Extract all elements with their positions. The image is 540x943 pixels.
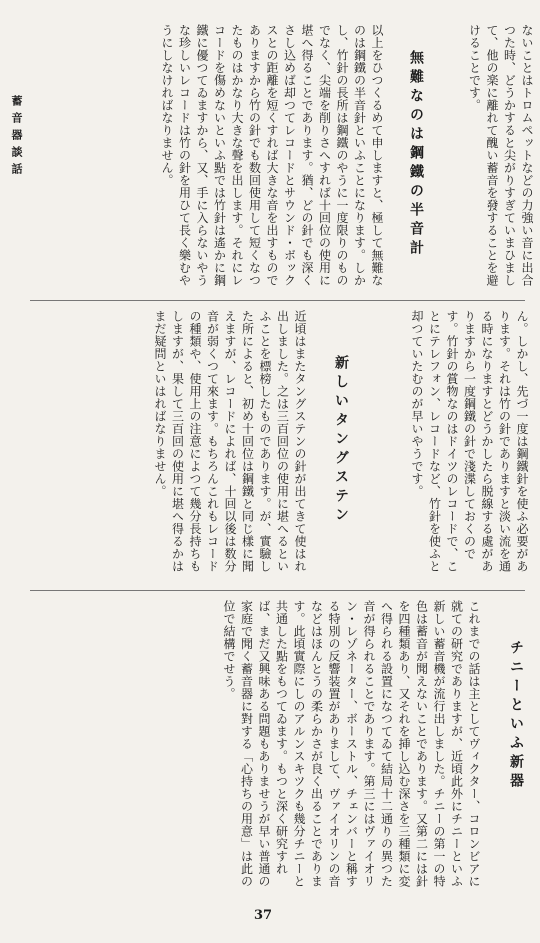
page-number: 37	[254, 908, 273, 923]
top-lead-paragraph: ないことはトロムペットなどの力強い音に出合つた時、どうかすると尖がりすぎていまひまして、他の楽に離れて醜い蓄音を發することを避けることです。	[467, 24, 534, 287]
middle-section-heading: 新しいタングステン	[333, 355, 349, 526]
top-section-heading: 無難なのは鋼鐵の半音計	[408, 50, 424, 259]
running-head: 蓄音器談話	[10, 95, 23, 180]
section-divider-bottom	[30, 590, 525, 591]
section-divider-top	[30, 300, 525, 301]
middle-lead-paragraph: ん。しかし、先づ一度は鋼鐵針を使ふ必要があります。それは竹の針でありますと淡い流を通る時になりますとどうかしたら脱線する處がありますから一度鋼鐵の針で淺渫しておくのです。竹針の賞物なのはドイツのレコードで、ことにテレフォン、レコードなど、竹針を使ふと却つていたむのが早いやうです。	[410, 310, 529, 573]
bottom-body-paragraph: これまでの話は主としてヴィクター、コロンビアに就ての研究でありますが、近頃此外にチニーといふ新しい蓄音機が流行出しました。チニーの第一の特色は蓄音が聞えないことであります。又第二には針を四種類あり、又それを挿し込む深さを三種類に変へ得られる設置になつてゐて結局十二通りの異つた音が得られることであります。第三にはヴァイオリン・レゾネーター、ボーストル、チェンバーと稱する特別の反響装置がありまして、ヴァイオリンの音などはほんとうの柔らかさが良く出ることであります。此頃實際にしのアルンスキツクも幾分チニーと共通した點をもつてゐます。もつと深く研究すれば、まだ又興味ある問題もありませうが早い普通の家庭で聞く蓄音器に對する「心持ちの用意」は此の位で結構でせう。	[222, 600, 481, 888]
bottom-section-heading: チニーといふ新器	[508, 640, 524, 792]
middle-body-paragraph: 近頃はまたタングステンの針が出てきて使はれ出しました。之は三百回位の使用に堪へるといふことを標榜したものであります。が、實驗した所によると、初め十回位は鋼鐵と同じ樣に聞えますが、レコードによれば、十回以後は数分音が弱くつて來ます。もちろんこれもレコードの種類や、使用上の注意によつて幾分長持ちもしますが、果して三百回の使用に堪へ得るかはまだ疑問といはればなりません。	[153, 310, 307, 573]
top-body-paragraph: 以上をひつくるめて申しますと、極して無難なのは鋼鐵の半音針といふことになります。しかし、竹針の長所は鋼鐵のやうに一度限りのものでなく、尖端を削りさへすれば十回位の使用に堪へ得ることであります。猶、どの針でも深くさし込めば却つてレコードとサウンド・ボックスとの距離を短くすれば大きな音を出すものでありますから竹の針でも数回使用して短くなつたものはかなり大きな聲を出します。それにレコードを傷めないといふ點では竹針は遙かに鋼鐵に優つてゐますから、又、手に入らないやうな珍しいレコードは竹の針を用ひて長く樂むやうにしなければなりません。	[160, 24, 384, 287]
